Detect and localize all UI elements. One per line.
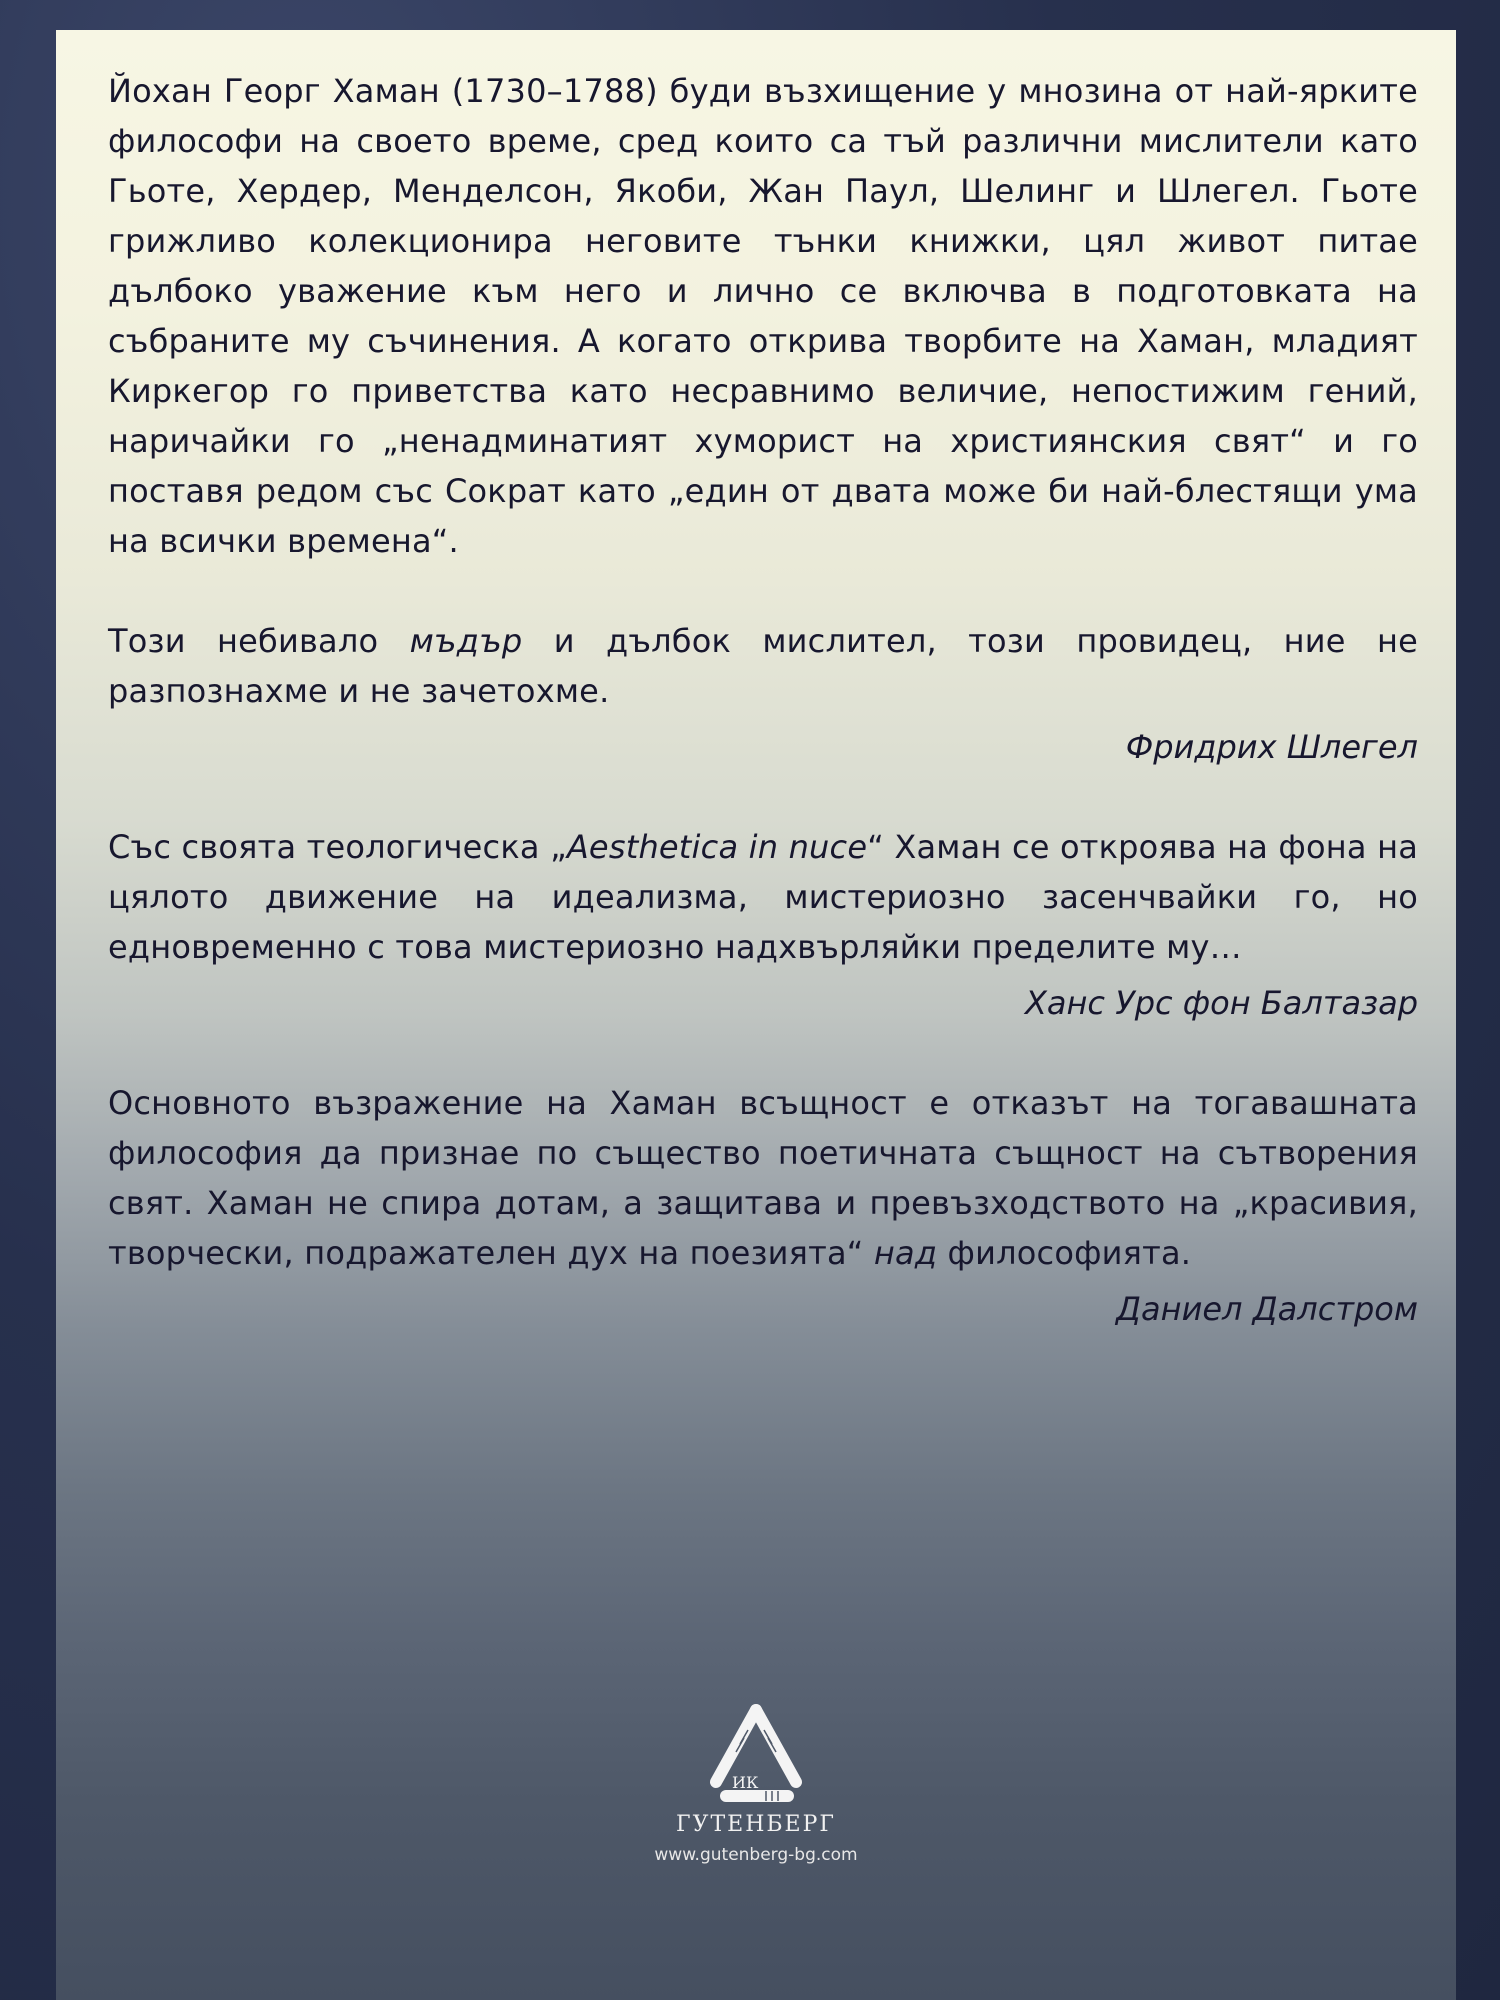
publisher-name: ГУТЕНБЕРГ	[676, 1812, 836, 1837]
publisher-url: www.gutenberg-bg.com	[654, 1845, 858, 1865]
intro-paragraph: Йохан Георг Хаман (1730–1788) буди възхищение у мнозина от най-ярките философи на своето време, сред които са тъй различни мислители като Гьоте, Хердер, Менделсон, Якоби, Жан Паул, Шелинг и Шлегел. Гьоте грижливо колекционира неговите тънки книжки, цял живот питае дълбоко уважение към него и лично се включва в подготовката на събраните му съчинения. А когато открива творбите на Хаман, младият Киркегор го приветства като несравнимо величие, непостижим гений, наричайки го „ненадминатият хуморист на християнския свят“ и го поставя редом със Сократ като „един от двата може би най-блестящи ума на всички времена“.	[108, 72, 1418, 560]
author-dahlstrom: Даниел Далстром	[1116, 1290, 1418, 1328]
publisher-block	[56, 1700, 1456, 1865]
author-balthasar: Ханс Урс фон Балтазар	[1024, 984, 1418, 1022]
quote-schlegel: Този небивало мъдър и дълбок мислител, този провидец, ние не разпознахме и не зачетохме.	[108, 622, 1418, 710]
paragraph-gap	[108, 772, 1418, 822]
blurb-text	[108, 66, 1418, 1334]
paragraph-gap	[108, 566, 1418, 616]
logo-mark-text: ИК	[732, 1773, 759, 1792]
gutenberg-logo-icon	[696, 1700, 816, 1810]
back-cover-panel	[56, 30, 1456, 2000]
paragraph-gap	[108, 1028, 1418, 1078]
quote-balthasar: Със своята теологическа „Aesthetica in nuce“ Хаман се откроява на фона на цялото движение на идеализма, мистериозно засенчвайки го, но едновременно с това мистериозно надхвърляйки пределите му…	[108, 828, 1418, 966]
quote-dahlstrom: Основното възражение на Хаман всъщност е отказът на тогавашната философия да признае по същество поетичната същност на сътворения свят. Хаман не спира дотам, а защитава и превъзходството на „красивия, творчески, подражателен дух на поезията“ над философията.	[108, 1084, 1418, 1272]
author-schlegel: Фридрих Шлегел	[1125, 728, 1418, 766]
